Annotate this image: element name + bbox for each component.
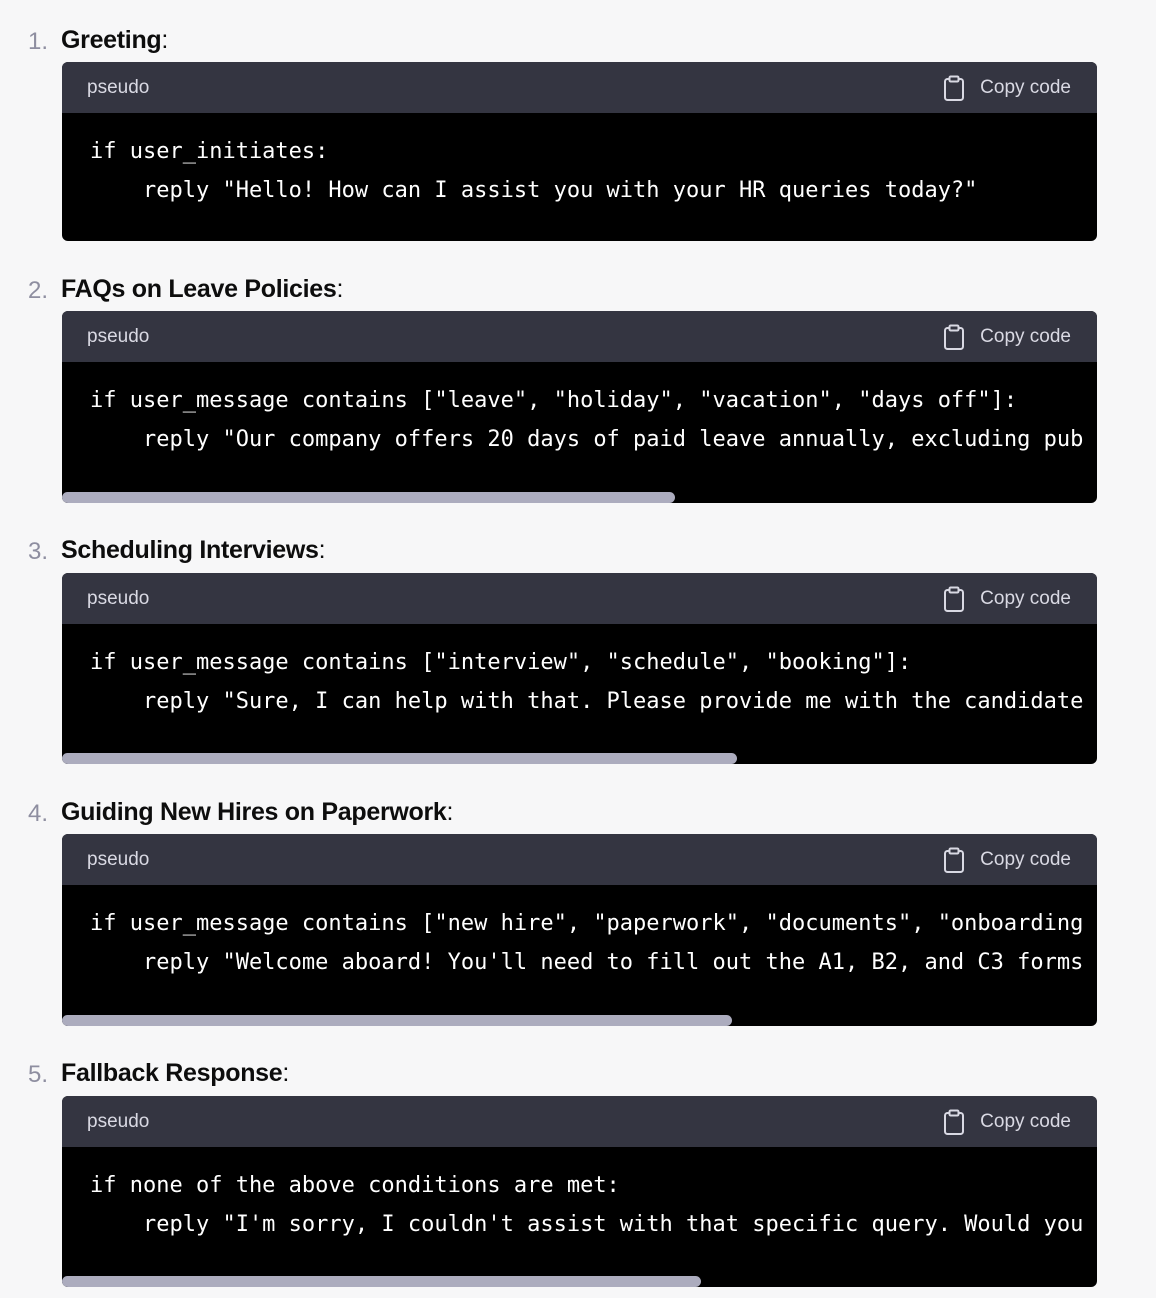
code-language-label: pseudo <box>87 77 150 98</box>
list-item-title: Guiding New Hires on Paperwork: <box>61 798 454 826</box>
code-block-header <box>62 834 1097 885</box>
code-block-header <box>62 62 1097 113</box>
code-content <box>62 624 1097 721</box>
code-language-label: pseudo <box>87 326 150 347</box>
horizontal-scrollbar[interactable] <box>62 753 737 764</box>
list-item-heading <box>0 269 1156 309</box>
code-line: reply "Hello! How can I assist you with your HR queries today?" <box>90 177 978 203</box>
list-item-title: Scheduling Interviews: <box>61 536 326 564</box>
code-language-label: pseudo <box>87 588 150 609</box>
list-item-heading <box>0 792 1156 832</box>
list-item-number: 5. <box>27 1061 48 1088</box>
code-line: reply "Sure, I can help with that. Please provide me with the candidate <box>90 688 1084 714</box>
list-item-title: Fallback Response: <box>61 1059 290 1087</box>
clipboard-icon <box>943 75 965 101</box>
code-language-label: pseudo <box>87 1111 150 1132</box>
list-item-number: 3. <box>27 538 48 565</box>
code-content <box>62 113 1097 210</box>
code-line: if user_initiates: <box>90 139 329 164</box>
copy-code-button[interactable] <box>943 847 1071 873</box>
clipboard-icon <box>943 586 965 612</box>
horizontal-scrollbar[interactable] <box>62 1276 701 1287</box>
copy-code-label: Copy code <box>980 1111 1071 1132</box>
copy-code-label: Copy code <box>980 77 1071 98</box>
code-block <box>62 311 1097 503</box>
list-item-number: 1. <box>27 28 48 55</box>
copy-code-button[interactable] <box>943 586 1071 612</box>
code-content <box>62 1147 1097 1244</box>
code-line: if user_message contains ["leave", "holiday", "vacation", "days off"]: <box>90 388 1018 413</box>
code-line: reply "Our company offers 20 days of paid leave annually, excluding pub <box>90 426 1084 452</box>
clipboard-icon <box>943 324 965 350</box>
code-language-label: pseudo <box>87 849 150 870</box>
code-block-header <box>62 1096 1097 1147</box>
horizontal-scrollbar[interactable] <box>62 492 675 503</box>
clipboard-icon <box>943 847 965 873</box>
code-block-header <box>62 311 1097 362</box>
list-item-title: Greeting: <box>61 26 169 54</box>
list-item-heading <box>0 1053 1156 1093</box>
code-block <box>62 834 1097 1026</box>
list-item-number: 4. <box>27 800 48 827</box>
code-block <box>62 62 1097 241</box>
list-item-number: 2. <box>27 277 48 304</box>
copy-code-button[interactable] <box>943 1109 1071 1135</box>
horizontal-scrollbar[interactable] <box>62 1015 732 1026</box>
clipboard-icon <box>943 1109 965 1135</box>
code-block <box>62 573 1097 764</box>
code-line: if user_message contains ["new hire", "paperwork", "documents", "onboarding <box>90 911 1084 936</box>
code-block-header <box>62 573 1097 624</box>
code-block <box>62 1096 1097 1287</box>
code-line: if none of the above conditions are met: <box>90 1173 620 1198</box>
copy-code-label: Copy code <box>980 326 1071 347</box>
copy-code-button[interactable] <box>943 324 1071 350</box>
code-content <box>62 885 1097 982</box>
list-item-title: FAQs on Leave Policies: <box>61 275 344 303</box>
code-line: reply "I'm sorry, I couldn't assist with that specific query. Would you <box>90 1211 1084 1237</box>
code-line: if user_message contains ["interview", "schedule", "booking"]: <box>90 650 912 675</box>
copy-code-label: Copy code <box>980 849 1071 870</box>
code-content <box>62 362 1097 459</box>
list-item-heading <box>0 20 1156 60</box>
code-line: reply "Welcome aboard! You'll need to fill out the A1, B2, and C3 forms <box>90 949 1084 975</box>
copy-code-label: Copy code <box>980 588 1071 609</box>
list-item-heading <box>0 530 1156 570</box>
copy-code-button[interactable] <box>943 75 1071 101</box>
